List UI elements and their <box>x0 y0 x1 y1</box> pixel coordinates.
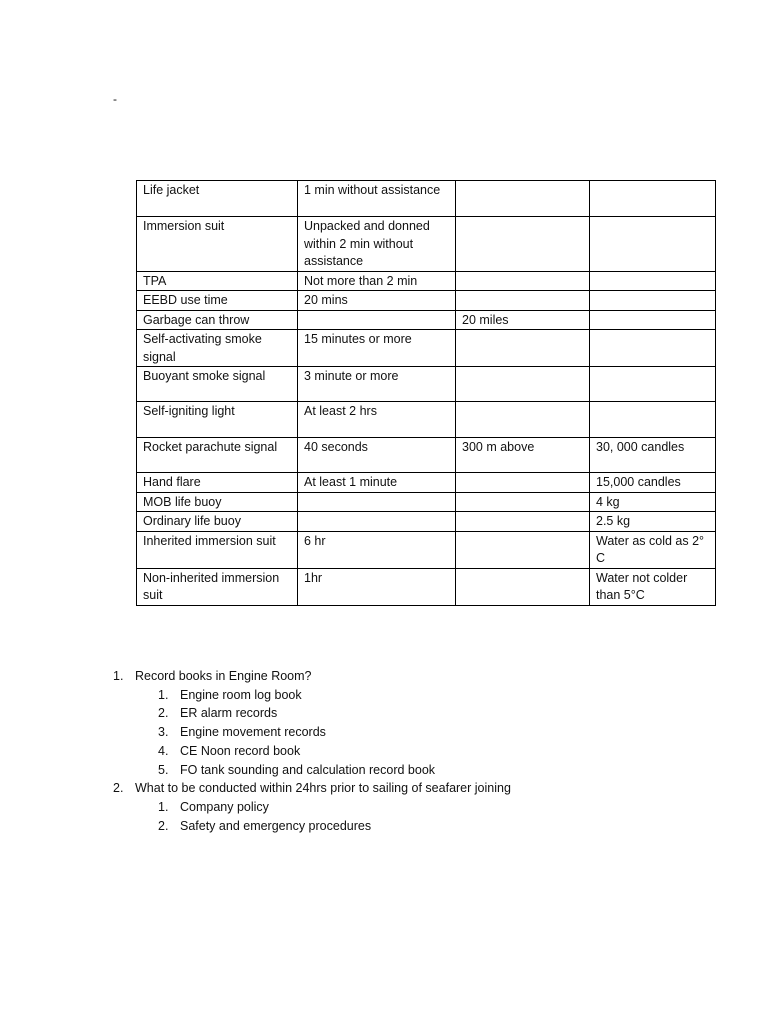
answer-number: 2. <box>158 706 169 721</box>
table-cell <box>590 271 716 291</box>
answer-text: Engine room log book <box>180 687 302 702</box>
table-cell: At least 1 minute <box>298 473 456 493</box>
table-cell: Ordinary life buoy <box>137 512 298 532</box>
question-number: 2. <box>113 781 124 796</box>
answer-number: 4. <box>158 743 169 758</box>
answer-number: 3. <box>158 725 169 740</box>
table-cell: 20 miles <box>456 310 590 330</box>
table-cell <box>590 217 716 272</box>
table-row <box>137 402 716 438</box>
table-cell <box>456 217 590 272</box>
answer-text: FO tank sounding and calculation record book <box>180 762 436 777</box>
table-cell <box>298 310 456 330</box>
table-cell: Not more than 2 min <box>298 271 456 291</box>
answer-text: CE Noon record book <box>180 743 301 758</box>
table-cell <box>590 330 716 367</box>
table-cell <box>590 367 716 402</box>
stray-dash: - <box>113 92 117 106</box>
table-cell <box>456 402 590 438</box>
table-row <box>137 492 716 512</box>
table-cell <box>590 291 716 311</box>
answer-number: 5. <box>158 762 169 777</box>
table-cell: Hand flare <box>137 473 298 493</box>
table-cell: 20 mins <box>298 291 456 311</box>
table-cell: Inherited immersion suit <box>137 531 298 568</box>
table-cell <box>298 512 456 532</box>
table-cell <box>456 181 590 217</box>
table-cell: 4 kg <box>590 492 716 512</box>
table-cell: Unpacked and donned within 2 min without assistance <box>298 217 456 272</box>
table-cell: Buoyant smoke signal <box>137 367 298 402</box>
table-cell: 15 minutes or more <box>298 330 456 367</box>
answer-text: Safety and emergency procedures <box>180 818 372 833</box>
table-cell <box>456 367 590 402</box>
table-cell <box>456 531 590 568</box>
question-item <box>113 667 511 686</box>
answer-number: 1. <box>158 799 169 814</box>
answer-text: ER alarm records <box>180 706 278 721</box>
table-cell: MOB life buoy <box>137 492 298 512</box>
answer-number: 1. <box>158 687 169 702</box>
table-row <box>137 531 716 568</box>
table-cell <box>298 492 456 512</box>
table-row <box>137 310 716 330</box>
table-cell <box>456 492 590 512</box>
table-cell: 30, 000 candles <box>590 438 716 473</box>
table-cell: At least 2 hrs <box>298 402 456 438</box>
question-text: Record books in Engine Room? <box>135 669 312 683</box>
table-row <box>137 473 716 493</box>
table-cell: Immersion suit <box>137 217 298 272</box>
table-row <box>137 568 716 605</box>
answer-item <box>113 704 511 723</box>
table-cell: EEBD use time <box>137 291 298 311</box>
table-row <box>137 512 716 532</box>
answer-text: Company policy <box>180 799 269 814</box>
table-cell <box>590 402 716 438</box>
table-cell: 3 minute or more <box>298 367 456 402</box>
question-text: What to be conducted within 24hrs prior to sailing of seafarer joining <box>135 781 511 796</box>
table-row <box>137 367 716 402</box>
question-item <box>113 779 511 798</box>
table-cell: 6 hr <box>298 531 456 568</box>
table-cell <box>590 181 716 217</box>
table-cell: Water as cold as 2° C <box>590 531 716 568</box>
table-cell: 15,000 candles <box>590 473 716 493</box>
answer-item <box>113 686 511 705</box>
table-row <box>137 438 716 473</box>
table-cell: 300 m above <box>456 438 590 473</box>
table-cell: Self-igniting light <box>137 402 298 438</box>
table-cell: 40 seconds <box>298 438 456 473</box>
questions-list <box>113 667 511 835</box>
table-cell <box>456 291 590 311</box>
table-cell: 2.5 kg <box>590 512 716 532</box>
answer-text: Engine movement records <box>180 725 326 740</box>
table-cell: 1 min without assistance <box>298 181 456 217</box>
table-cell <box>456 473 590 493</box>
table-cell <box>456 568 590 605</box>
answer-item <box>113 817 511 836</box>
table-cell <box>456 271 590 291</box>
table-row <box>137 330 716 367</box>
lsa-requirements-table <box>136 180 716 606</box>
table-row <box>137 217 716 272</box>
table-cell: TPA <box>137 271 298 291</box>
answer-item <box>113 723 511 742</box>
table-cell: Non-inherited immersion suit <box>137 568 298 605</box>
table-cell <box>590 310 716 330</box>
table-cell <box>456 330 590 367</box>
table-cell: Garbage can throw <box>137 310 298 330</box>
answer-item <box>113 798 511 817</box>
table-cell: Rocket parachute signal <box>137 438 298 473</box>
table-cell: Self-activating smoke signal <box>137 330 298 367</box>
answer-item <box>113 742 511 761</box>
table-row <box>137 291 716 311</box>
table-cell <box>456 512 590 532</box>
table-cell: 1hr <box>298 568 456 605</box>
answer-number: 2. <box>158 818 169 833</box>
table-cell: Life jacket <box>137 181 298 217</box>
answer-item <box>113 761 511 780</box>
table-cell: Water not colder than 5°C <box>590 568 716 605</box>
table-row <box>137 181 716 217</box>
question-number: 1. <box>113 669 124 683</box>
table-row <box>137 271 716 291</box>
